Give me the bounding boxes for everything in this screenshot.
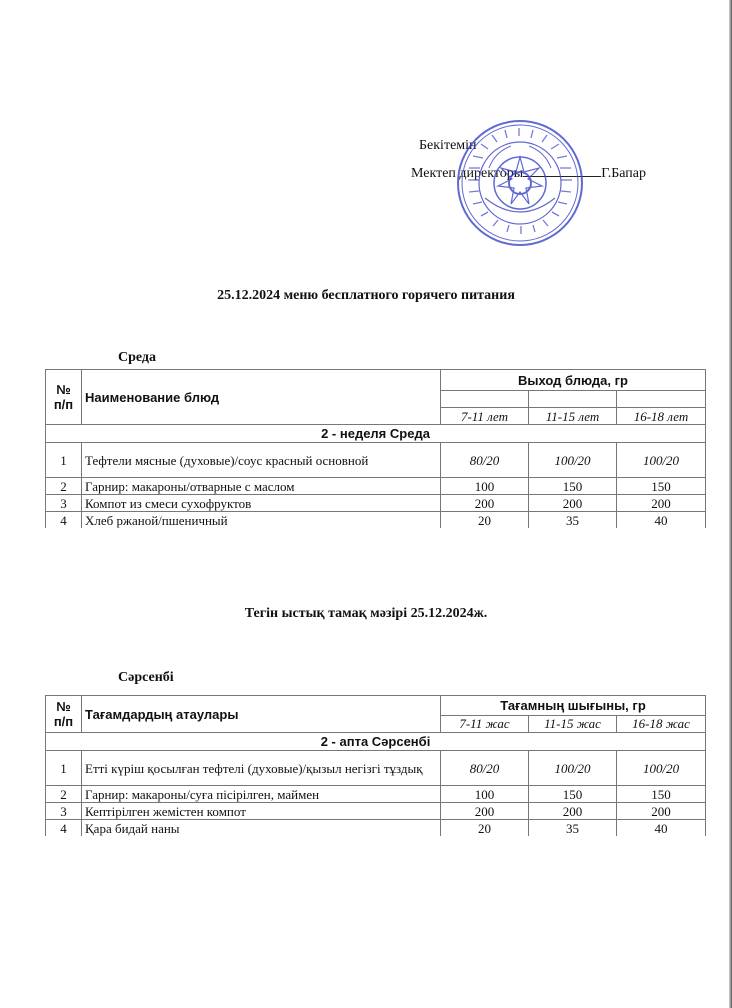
dish-name: Тефтели мясные (духовые)/соус красный основной [82,443,441,478]
portion-7-11: 100 [441,478,529,495]
kz-header-name: Тағамдардың атаулары [82,696,441,733]
ru-day-label: Среда [118,350,157,365]
approval-word: Бекітемін [419,138,477,153]
ru-header-row [46,370,706,391]
kz-header-yield: Тағамның шығыны, гр [441,696,706,716]
ru-week-row [46,425,706,443]
portion-11-15: 35 [529,512,617,529]
dish-name: Гарнир: макароны/отварные с маслом [82,478,441,495]
dish-name: Кептірілген жемістен компот [82,803,441,820]
portion-11-15: 100/20 [529,751,617,786]
kz-age-0: 7-11 жас [441,715,529,732]
dish-name: Етті күріш қосылған тефтелі (духовые)/қызыл негізгі тұздық [82,751,441,786]
kz-week-label: 2 - апта Сәрсенбі [46,733,706,751]
ru-header-yield: Выход блюда, гр [441,370,706,391]
table-row [46,495,706,512]
table-row [46,443,706,478]
portion-16-18: 200 [617,495,706,512]
official-seal-stamp [455,118,585,248]
ru-header-name: Наименование блюд [82,370,441,425]
row-number: 4 [46,820,82,837]
row-number: 1 [46,443,82,478]
row-number: 3 [46,495,82,512]
ru-menu-title: 25.12.2024 меню бесплатного горячего питания [217,288,515,303]
ru-header-num: № п/п [46,370,82,425]
ru-age-0: 7-11 лет [441,408,529,425]
portion-7-11: 200 [441,495,529,512]
kz-menu-table [45,695,706,836]
row-number: 1 [46,751,82,786]
ru-age-2: 16-18 лет [617,408,706,425]
director-name: Г.Бапар [601,166,647,181]
kz-age-1: 11-15 жас [529,715,617,732]
row-number: 2 [46,478,82,495]
portion-16-18: 200 [617,803,706,820]
portion-16-18: 150 [617,786,706,803]
portion-7-11: 20 [441,512,529,529]
portion-11-15: 150 [529,478,617,495]
ru-menu-table [45,369,706,528]
portion-16-18: 100/20 [617,751,706,786]
table-row [46,751,706,786]
dish-name: Компот из смеси сухофруктов [82,495,441,512]
table-row [46,820,706,837]
portion-7-11: 20 [441,820,529,837]
portion-11-15: 35 [529,820,617,837]
kz-age-2: 16-18 жас [617,715,706,732]
table-row [46,478,706,495]
dish-name: Гарнир: макароны/суға пісірілген, маймен [82,786,441,803]
kz-week-row [46,733,706,751]
portion-16-18: 150 [617,478,706,495]
portion-7-11: 200 [441,803,529,820]
kz-menu-title: Тегін ыстық тамақ мәзірі 25.12.2024ж. [244,606,488,621]
kz-header-num: № п/п [46,696,82,733]
kz-day-label: Сәрсенбі [118,670,174,685]
portion-11-15: 200 [529,495,617,512]
portion-16-18: 40 [617,820,706,837]
portion-11-15: 150 [529,786,617,803]
portion-16-18: 40 [617,512,706,529]
ru-week-label: 2 - неделя Среда [46,425,706,443]
ru-age-1: 11-15 лет [529,408,617,425]
portion-11-15: 100/20 [529,443,617,478]
table-row [46,803,706,820]
table-row [46,786,706,803]
portion-7-11: 100 [441,786,529,803]
row-number: 2 [46,786,82,803]
director-title: Мектеп директоры [411,166,524,181]
kz-header-row [46,696,706,716]
portion-7-11: 80/20 [441,751,529,786]
row-number: 3 [46,803,82,820]
dish-name: Хлеб ржаной/пшеничный [82,512,441,529]
portion-11-15: 200 [529,803,617,820]
dish-name: Қара бидай наны [82,820,441,837]
table-row [46,512,706,529]
portion-16-18: 100/20 [617,443,706,478]
portion-7-11: 80/20 [441,443,529,478]
row-number: 4 [46,512,82,529]
